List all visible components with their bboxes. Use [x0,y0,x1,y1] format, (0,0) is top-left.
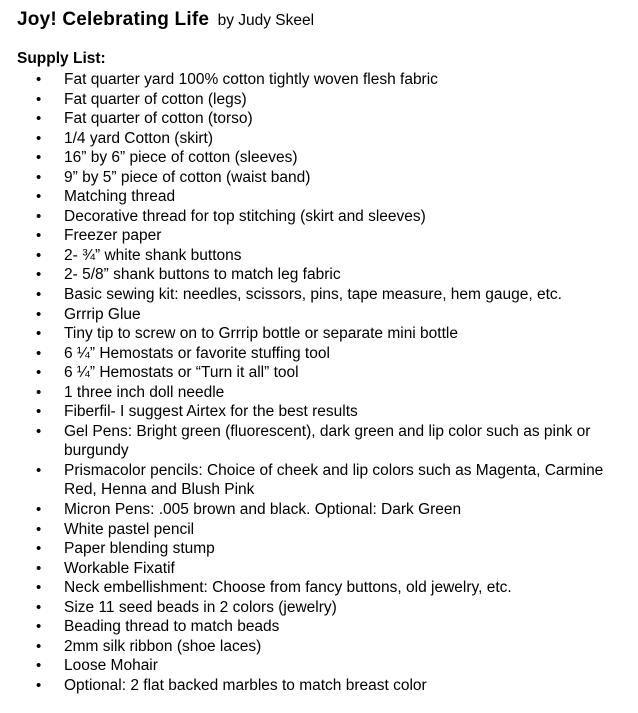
bullet-icon: • [36,110,42,128]
supply-item-text: White pastel pencil [64,520,195,538]
supply-item-text: 1 three inch doll needle [64,383,225,401]
supply-list-item [0,461,638,500]
bullet-icon: • [36,344,42,362]
supply-item-text: Gel Pens: Bright green (fluorescent), dark green and lip color such as pink or burgundy [64,422,591,460]
bullet-icon: • [36,422,42,440]
supply-list-item [0,637,638,657]
supply-item-text: Fiberfil- I suggest Airtex for the best results [64,403,358,421]
supply-list-item [0,520,638,540]
supply-list-item [0,129,638,149]
supply-list-item [0,500,638,520]
supply-item-text: 2- ¾” white shank buttons [64,246,242,264]
supply-list-item [0,422,638,461]
bullet-icon: • [36,305,42,323]
bullet-icon: • [36,618,42,636]
supply-item-text: 2mm silk ribbon (shoe laces) [64,637,262,655]
supply-list-item [0,324,638,344]
supply-list-heading: Supply List: [17,50,106,67]
supply-list-item [0,207,638,227]
bullet-icon: • [36,168,42,186]
supply-item-text: Workable Fixatif [64,559,175,577]
supply-item-text: 2- 5/8” shank buttons to match leg fabric [64,266,341,284]
supply-item-text: 1/4 yard Cotton (skirt) [64,129,214,147]
supply-item-text: 16” by 6” piece of cotton (sleeves) [64,149,298,167]
bullet-icon: • [36,266,42,284]
supply-list-item [0,285,638,305]
supply-item-text: Fat quarter yard 100% cotton tightly woven flesh fabric [64,71,438,88]
bullet-icon: • [36,246,42,264]
supply-list-item [0,559,638,579]
bullet-icon: • [36,676,42,694]
bullet-icon: • [36,501,42,519]
supply-list-item [0,656,638,676]
supply-item-text: Matching thread [64,188,176,206]
supply-list-item [0,598,638,618]
supply-list-item [0,168,638,188]
supply-item-text: Paper blending stump [64,540,215,558]
supply-item-text: 6 ¼” Hemostats or “Turn it all” tool [64,364,299,382]
supply-list-item [0,148,638,168]
supply-item-text: Neck embellishment: Choose from fancy buttons, old jewelry, etc. [64,579,512,597]
bullet-icon: • [36,579,42,597]
bullet-icon: • [36,207,42,225]
bullet-icon: • [36,90,42,108]
supply-list-item [0,109,638,129]
supply-item-text: Loose Mohair [64,657,158,675]
supply-list-item [0,539,638,559]
supply-list-item [0,578,638,598]
bullet-icon: • [36,461,42,479]
supply-item-text: Freezer paper [64,227,162,245]
supply-item-text: Basic sewing kit: needles, scissors, pins, tape measure, hem gauge, etc. [64,286,562,304]
bullet-icon: • [36,637,42,655]
supply-item-text: Size 11 seed beads in 2 colors (jewelry) [64,598,337,616]
supply-item-text: Decorative thread for top stitching (skirt and sleeves) [64,207,426,225]
supply-list-item [0,617,638,637]
supply-item-text: Tiny tip to screw on to Grrrip bottle or separate mini bottle [64,325,458,343]
supply-item-text: Optional: 2 flat backed marbles to match breast color [64,676,427,694]
supply-list-item [0,676,638,696]
supply-list-item [0,305,638,325]
supply-list-item [0,402,638,422]
supply-list-item [0,363,638,383]
supply-item-text: 6 ¼” Hemostats or favorite stuffing tool [64,344,330,362]
supply-list-item [0,265,638,285]
supply-item-text: Grrrip Glue [64,305,141,323]
supply-list-item [0,226,638,246]
bullet-icon: • [36,227,42,245]
bullet-icon: • [36,71,42,88]
title-line [17,9,314,31]
supply-item-text: Beading thread to match beads [64,618,280,636]
bullet-icon: • [36,383,42,401]
bullet-icon: • [36,559,42,577]
bullet-icon: • [36,403,42,421]
supply-item-text: Micron Pens: .005 brown and black. Optional: Dark Green [64,501,462,519]
supply-list-item [0,246,638,266]
bullet-icon: • [36,598,42,616]
document-author: by Judy Skeel [217,12,315,29]
supply-list-item [0,90,638,110]
supply-item-text: 9” by 5” piece of cotton (waist band) [64,168,311,186]
supply-item-text: Prismacolor pencils: Choice of cheek and lip colors such as Magenta, Carmine Red, Henna and Blush Pink [64,461,604,499]
document-title: Joy! Celebrating Life [17,9,210,30]
bullet-icon: • [36,520,42,538]
bullet-icon: • [36,540,42,558]
bullet-icon: • [36,188,42,206]
supply-list-item [0,187,638,207]
bullet-icon: • [36,149,42,167]
bullet-icon: • [36,657,42,675]
supply-list [0,70,638,696]
bullet-icon: • [36,129,42,147]
supply-list-item [0,70,638,90]
supply-list-item [0,383,638,403]
supply-list-item [0,344,638,364]
supply-item-text: Fat quarter of cotton (torso) [64,110,253,128]
bullet-icon: • [36,286,42,304]
supply-item-text: Fat quarter of cotton (legs) [64,90,247,108]
bullet-icon: • [36,325,42,343]
bullet-icon: • [36,364,42,382]
